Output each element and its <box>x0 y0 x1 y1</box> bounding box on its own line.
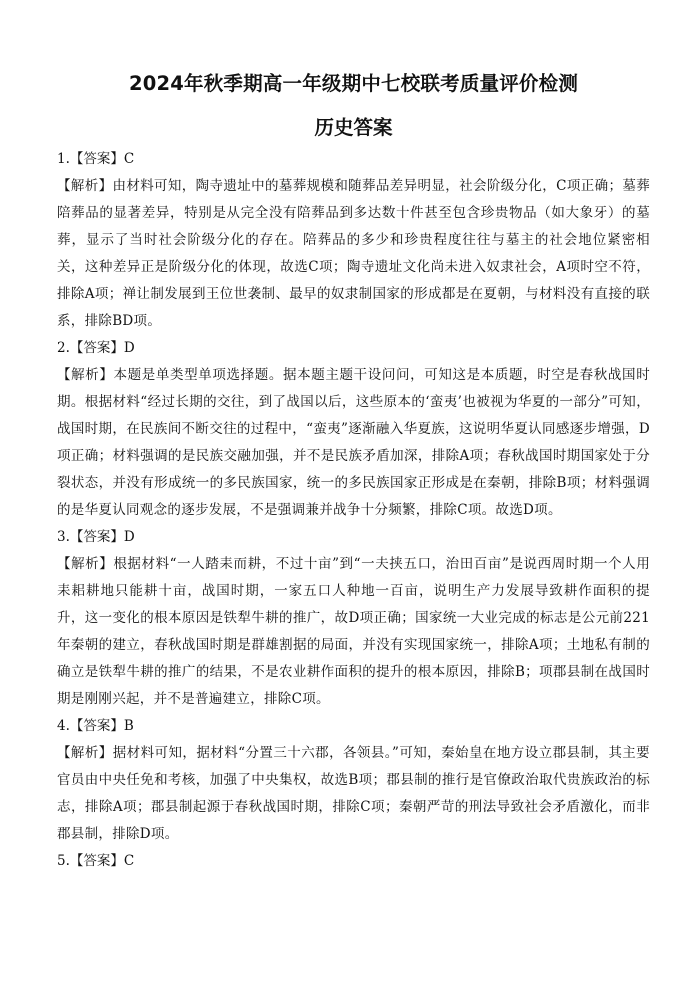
document-title: 2024年秋季期高一年级期中七校联考质量评价检测 <box>128 72 579 95</box>
question-item-1 <box>57 146 650 335</box>
answer-line: 4.【答案】B <box>57 718 134 734</box>
analysis-text: 【解析】本题是单类型单项选择题。据本题主题干设问问，可知这是本质题，时空是春秋战国时期。根据材料“经过长期的交往，到了战国以后，这些原本的‘蛮夷’也被视为华夏的一部分”可知，战国时期，在民族间不断交往的过程中，“蛮夷”逐渐融入华夏族，这说明华夏认同感逐步增强，D项正确；材料强调的是民族交融加强，并不是民族矛盾加深，排除A项；春秋战国时期国家处于分裂状态，并没有形成统一的多民族国家，统一的多民族国家正形成是在秦朝，排除B项；材料强调的是华夏认同观念的逐步发展，不是强调兼并战争十分频繁，排除C项。故选D项。 <box>57 367 650 518</box>
answer-line: 5.【答案】C <box>57 853 135 869</box>
question-item-5 <box>57 848 650 875</box>
analysis-text: 【解析】根据材料“一人踏耒而耕，不过十亩”到“一夫挟五口，治田百亩”是说西周时期一个人用耒耜耕地只能耕十亩，战国时期，一家五口人种地一百亩，说明生产力发展导致耕作面积的提升，这一变化的根本原因是铁犁牛耕的推广，故D项正确；国家统一大业完成的标志是公元前221年秦朝的建立，春秋战国时期是群雄割据的局面，并没有实现国家统一，排除A项；土地私有制的确立是铁犁牛耕的推广的结果，不是农业耕作面积的提升的根本原因，排除B；项郡县制在战国时期是刚刚兴起，并不是普遍建立，排除C项。 <box>57 556 650 707</box>
analysis-text: 【解析】由材料可知，陶寺遗址中的墓葬规模和随葬品差异明显，社会阶级分化，C项正确；墓葬陪葬品的显著差异，特别是从完全没有陪葬品到多达数十件甚至包含珍贵物品（如大象牙）的墓葬，显示了当时社会阶级分化的存在。陪葬品的多少和珍贵程度往往与墓主的社会地位紧密相关，这种差异正是阶级分化的体现，故选C项；陶寺遗址文化尚未进入奴隶社会，A项时空不符，排除A项；禅让制发展到王位世袭制、最早的奴隶制国家的形成都是在夏朝，与材料没有直接的联系，排除BD项。 <box>57 178 650 329</box>
document-subtitle: 历史答案 <box>314 116 393 139</box>
analysis-text: 【解析】据材料可知，据材料“分置三十六郡，各领县。”可知，秦始皇在地方设立郡县制，其主要官员由中央任免和考核，加强了中央集权，故选B项；郡县制的推行是官僚政治取代贵族政治的标志，排除A项；郡县制起源于春秋战国时期，排除C项；秦朝严苛的刑法导致社会矛盾激化，而非郡县制，排除D项。 <box>57 745 650 842</box>
answer-line: 3.【答案】D <box>57 529 135 545</box>
answer-line: 2.【答案】D <box>57 340 135 356</box>
answer-line: 1.【答案】C <box>57 151 135 167</box>
question-item-3 <box>57 524 650 713</box>
question-item-2 <box>57 335 650 524</box>
question-item-4 <box>57 713 650 848</box>
